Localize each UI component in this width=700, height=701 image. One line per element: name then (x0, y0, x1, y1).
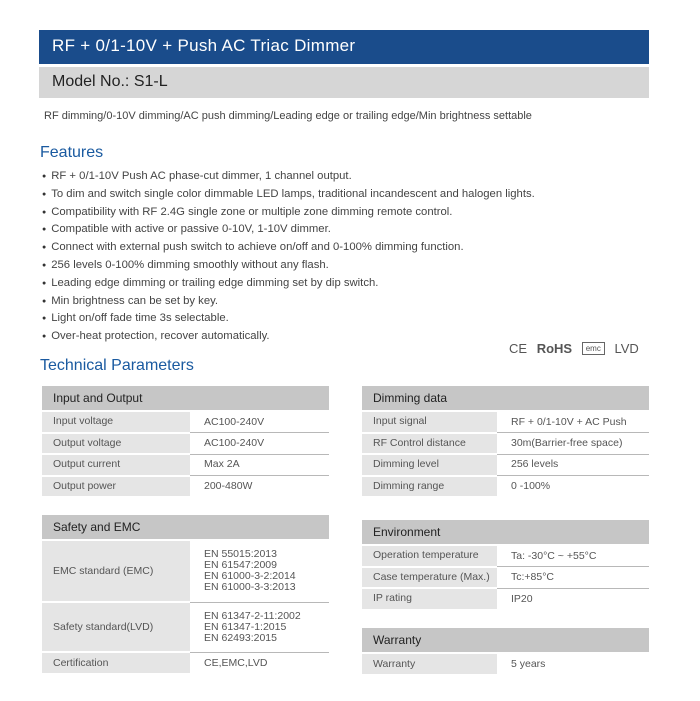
param-value: IP20 (497, 588, 649, 610)
feature-item: ● Min brightness can be set by key. (42, 295, 535, 313)
title-bar (39, 30, 649, 64)
safety-emc-table (42, 515, 329, 675)
param-value: 0 -100% (497, 476, 649, 498)
technical-heading: Technical Parameters (40, 357, 194, 374)
param-value: Max 2A (190, 454, 329, 476)
emc-standard: EN 61000-3-3:2013 (204, 581, 296, 594)
table-header: Safety and EMC (42, 515, 329, 540)
param-label: RF Control distance (362, 433, 497, 455)
param-value: RF + 0/1-10V + AC Push (497, 411, 649, 433)
warranty-table (362, 628, 649, 676)
emc-standard: EN 55015:2013 (204, 548, 277, 561)
param-label: Case temperature (Max.) (362, 567, 497, 589)
features-list (42, 170, 535, 348)
param-value: CE,EMC,LVD (190, 652, 329, 674)
feature-item: ● RF + 0/1-10V Push AC phase-cut dimmer, 1 channel output. (42, 170, 535, 188)
param-label: Dimming level (362, 454, 497, 476)
model-bar (39, 67, 649, 98)
emc-standard: EN 61000-3-2:2014 (204, 570, 296, 583)
param-label: Operation temperature (362, 545, 497, 567)
features-heading: Features (40, 144, 104, 161)
ce-mark: CE (509, 341, 528, 356)
feature-item: ● Light on/off fade time 3s selectable. (42, 312, 535, 330)
feature-item: ● Leading edge dimming or trailing edge dimming set by dip switch. (42, 277, 535, 295)
input-output-table (42, 386, 329, 498)
table-header: Warranty (362, 628, 649, 653)
param-value: AC100-240V (190, 433, 329, 455)
dimming-table (362, 386, 649, 498)
param-label: Input signal (362, 411, 497, 433)
param-label: IP rating (362, 588, 497, 610)
subtitle: RF dimming/0-10V dimming/AC push dimming/Leading edge or trailing edge/Min brightness settable (44, 110, 532, 122)
param-value: 256 levels (497, 454, 649, 476)
certification-marks (509, 341, 645, 357)
param-label: Dimming range (362, 476, 497, 498)
feature-item: ● Connect with external push switch to achieve on/off and 0-100% dimming function. (42, 241, 535, 259)
feature-item: ● 256 levels 0-100% dimming smoothly without any flash. (42, 259, 535, 277)
param-value: 30m(Barrier-free space) (497, 433, 649, 455)
feature-item: ● To dim and switch single color dimmable LED lamps, traditional incandescent and halogen lights. (42, 188, 535, 206)
table-header: Input and Output (42, 386, 329, 411)
emc-standard: EN 61547:2009 (204, 559, 277, 572)
param-label: EMC standard (EMC) (42, 540, 190, 602)
lvd-standard: EN 62493:2015 (204, 631, 277, 644)
param-label: Safety standard(LVD) (42, 602, 190, 652)
param-label: Certification (42, 652, 190, 674)
lvd-standard: EN 61347-2-11:2002 (204, 609, 301, 622)
emc-mark: emc (582, 342, 605, 355)
param-value: AC100-240V (190, 411, 329, 433)
environment-table (362, 520, 649, 611)
rohs-mark: RoHS (536, 341, 573, 356)
param-label: Output current (42, 454, 190, 476)
lvd-mark: LVD (614, 341, 639, 356)
param-value: 5 years (497, 653, 649, 675)
page-title: RF + 0/1-10V + Push AC Triac Dimmer (52, 36, 356, 55)
lvd-standard: EN 61347-1:2015 (204, 620, 287, 633)
feature-item: ● Over-heat protection, recover automatically. (42, 330, 535, 348)
feature-item: ● Compatible with active or passive 0-10V, 1-10V dimmer. (42, 223, 535, 241)
param-value: Ta: -30°C ~ +55°C (497, 545, 649, 567)
param-label: Output voltage (42, 433, 190, 455)
model-number: Model No.: S1-L (52, 73, 168, 90)
param-value: 200-480W (190, 476, 329, 498)
param-value (190, 602, 329, 652)
table-header: Dimming data (362, 386, 649, 411)
param-value: Tc:+85°C (497, 567, 649, 589)
param-label: Warranty (362, 653, 497, 675)
param-label: Input voltage (42, 411, 190, 433)
table-header: Environment (362, 520, 649, 545)
param-value (190, 540, 329, 602)
feature-item: ● Compatibility with RF 2.4G single zone or multiple zone dimming remote control. (42, 206, 535, 224)
param-label: Output power (42, 476, 190, 498)
